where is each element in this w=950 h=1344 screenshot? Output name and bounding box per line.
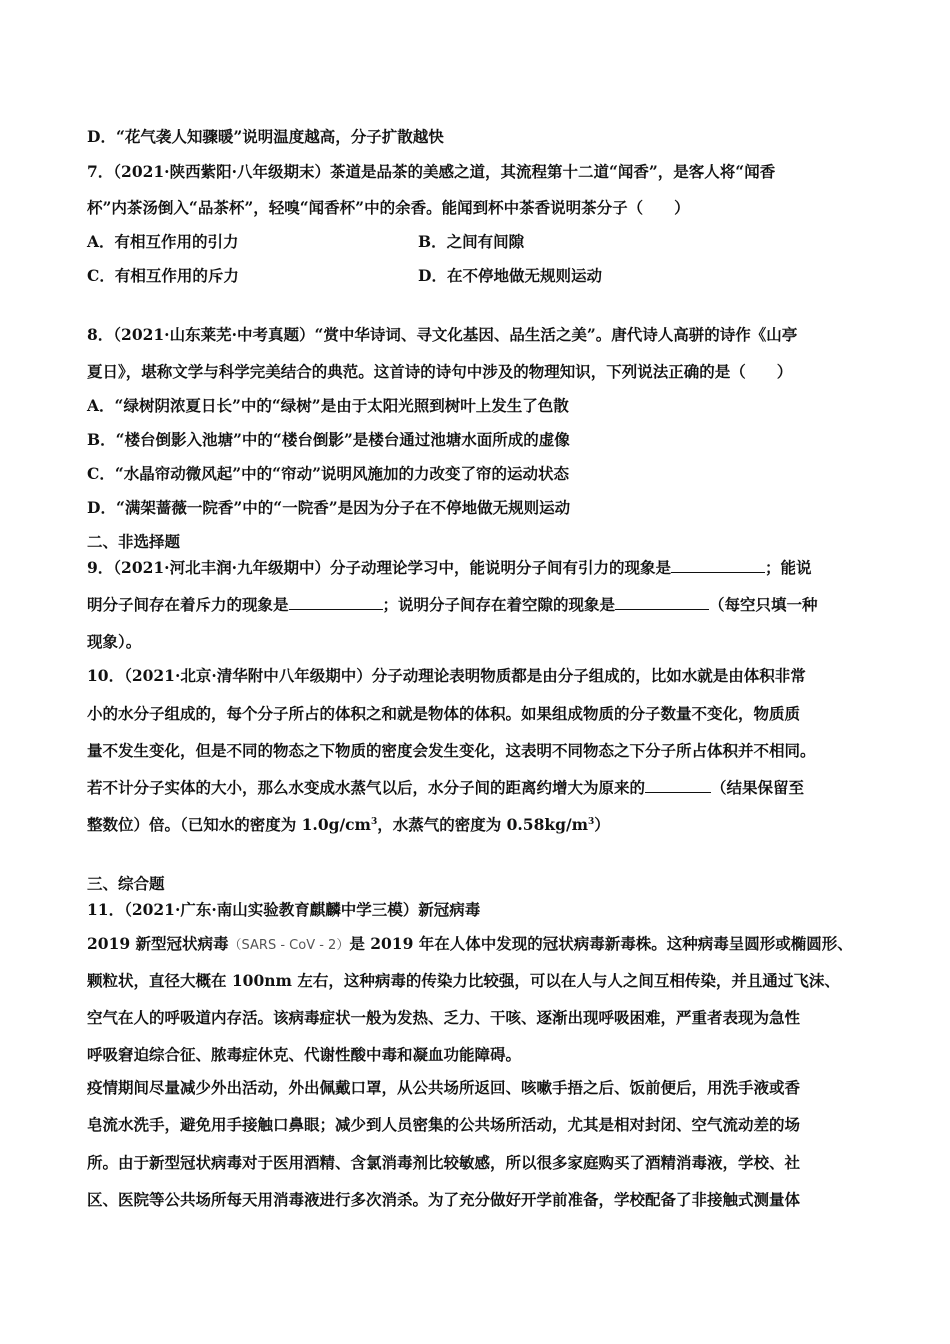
q8-option-a: A．“绿树阴浓夏日长”中的“绿树”是由于太阳光照到树叶上发生了色散: [87, 396, 569, 415]
q9-line1: [87, 558, 812, 578]
q10-text-5c: ）: [594, 815, 610, 834]
q9-text-1b: ；能说: [764, 558, 812, 577]
q11-para1-line1: [87, 934, 853, 956]
q11-para1-line2: 颗粒状，直径大概在 100nm 左右，这种病毒的传染力比较强，可以在人与人之间互相传染，并且通过飞沫、: [87, 971, 840, 990]
q9-blank-3[interactable]: [615, 595, 709, 610]
q11-text-1a: 2019 新型冠状病毒: [87, 934, 229, 953]
q7-stem-line2: 杯”内茶汤倒入“品茶杯”，轻嗅“闻香杯”中的余香。能闻到杯中茶香说明茶分子（ ）: [87, 198, 690, 217]
q9-blank-2[interactable]: [289, 595, 383, 610]
q7-option-d: D．在不停地做无规则运动: [418, 266, 602, 285]
section-heading-nonchoice: 二、非选择题: [87, 532, 181, 551]
q8-option-c: C．“水晶帘动微风起”中的“帘动”说明风施加的力改变了帘的运动状态: [87, 464, 570, 483]
q10-text-5a: 整数位）倍。（已知水的密度为 1.0g/cm: [87, 815, 371, 834]
q10-line2: 小的水分子组成的，每个分子所占的体积之和就是物体的体积。如果组成物质的分子数量不变化，物质质: [87, 704, 801, 723]
q11-para2-line3: 所。由于新型冠状病毒对于医用酒精、含氯消毒剂比较敏感，所以很多家庭购买了酒精消毒液，学校、社: [87, 1153, 801, 1172]
q9-text-2b: ；说明分子间存在着空隙的现象是: [382, 595, 616, 614]
q11-para1-line4: 呼吸窘迫综合征、脓毒症休克、代谢性酸中毒和凝血功能障碍。: [87, 1045, 522, 1064]
q11-para2-line2: 皂流水洗手，避免用手接触口鼻眼；减少到人员密集的公共场所活动，尤其是相对封闭、空气流动差的场: [87, 1115, 801, 1134]
q10-line4: [87, 778, 804, 798]
q7-option-a: A．有相互作用的引力: [87, 232, 239, 251]
q9-line3: 现象）。: [87, 632, 142, 651]
q8-stem-line2: 夏日》，堪称文学与科学完美结合的典范。这首诗的诗句中涉及的物理知识，下列说法正确的是（ ）: [87, 362, 793, 381]
q10-line5: [87, 815, 610, 835]
q6-option-d: D．“花气袭人知骤暖”说明温度越高，分子扩散越快: [87, 127, 444, 146]
q10-sup-2: 3: [588, 816, 595, 827]
q7-option-b: B．之间有间隙: [418, 232, 525, 251]
q11-para2-line1: 疫情期间尽量减少外出活动，外出佩戴口罩，从公共场所返回、咳嗽手捂之后、饭前便后，用洗手液或香: [87, 1078, 801, 1097]
q9-text-2a: 明分子间存在着斥力的现象是: [87, 595, 289, 614]
q10-text-5b: ，水蒸气的密度为 0.58kg/m: [377, 815, 589, 834]
q9-text-1a: 9．（2021·河北丰润·九年级期中）分子动理论学习中，能说明分子间有引力的现象是: [87, 558, 671, 577]
q7-stem-line1: 7．（2021·陕西紫阳·八年级期末）茶道是品茶的美感之道，其流程第十二道“闻香”，是客人将“闻香: [87, 162, 776, 181]
q11-para1-line3: 空气在人的呼吸道内存活。该病毒症状一般为发热、乏力、干咳、逐渐出现呼吸困难，严重者表现为急性: [87, 1008, 801, 1027]
q11-text-1c: 是 2019 年在人体中发现的冠状病毒新毒株。这种病毒呈圆形或椭圆形、: [349, 934, 853, 953]
q11-virus-name: （SARS - CoV - 2）: [228, 938, 350, 953]
q7-option-c: C．有相互作用的斥力: [87, 266, 239, 285]
section-heading-comprehensive: 三、综合题: [87, 874, 165, 893]
q8-option-b: B．“楼台倒影入池塘”中的“楼台倒影”是楼台通过池塘水面所成的虚像: [87, 430, 570, 449]
q8-option-d: D．“满架蔷薇一院香”中的“一院香”是因为分子在不停地做无规则运动: [87, 498, 571, 517]
q9-line2: [87, 595, 818, 615]
q10-line1: 10．（2021·北京·清华附中八年级期中）分子动理论表明物质都是由分子组成的，比如水就是由体积非常: [87, 666, 806, 685]
q10-blank[interactable]: [645, 778, 711, 793]
q10-line3: 量不发生变化，但是不同的物态之下物质的密度会发生变化，这表明不同物态之下分子所占体积并不相同。: [87, 741, 816, 760]
q11-title: 11．（2021·广东·南山实验教育麒麟中学三模）新冠病毒: [87, 900, 481, 919]
q10-sup-1: 3: [370, 816, 378, 827]
q9-text-2c: （每空只填一种: [709, 595, 818, 614]
q9-blank-1[interactable]: [671, 558, 765, 573]
q10-text-4a: 若不计分子实体的大小，那么水变成水蒸气以后，水分子间的距离约增大为原来的: [87, 778, 646, 797]
q8-stem-line1: 8．（2021·山东莱芜·中考真题）“赏中华诗词、寻文化基因、品生活之美”。唐代诗人高骈的诗作《山亭: [87, 325, 798, 344]
q11-para2-line4: 区、医院等公共场所每天用消毒液进行多次消杀。为了充分做好开学前准备，学校配备了非接触式测量体: [87, 1190, 801, 1209]
q10-text-4b: （结果保留至: [711, 778, 805, 797]
